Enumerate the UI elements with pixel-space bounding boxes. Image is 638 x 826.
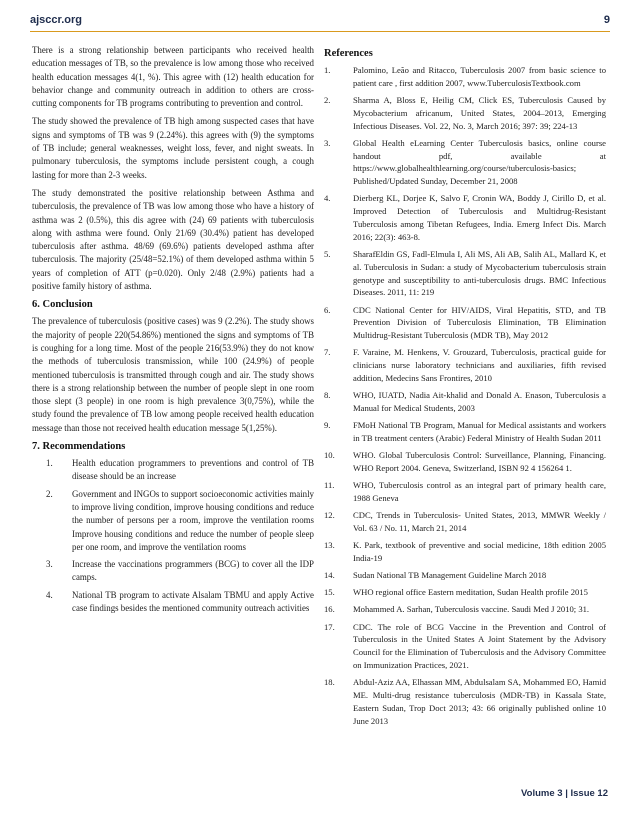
- reference-number: 3.: [324, 137, 331, 148]
- reference-text: CDC, Trends in Tuberculosis- United States, 2013, MMWR Weekly / Vol. 63 / No. 11, March 21, 2014: [353, 510, 606, 533]
- reference-number: 12.: [324, 510, 335, 520]
- reference-item: [324, 539, 606, 565]
- reference-item: [324, 586, 606, 599]
- reference-item: [324, 304, 606, 342]
- reference-text: CDC. The role of BCG Vaccine in the Prevention and Control of Tuberculosis in the United States A Joint Statement by the Advisory Council for the Elimination of Tuberculosis and the Advisory Committee on Immunization Practices, 2021.: [353, 621, 606, 670]
- reference-number: 7.: [324, 347, 331, 358]
- recommendation-item: [32, 457, 314, 484]
- page-header: [30, 11, 610, 32]
- reference-number: 16.: [324, 604, 335, 615]
- page-number: 9: [603, 14, 610, 26]
- reference-text: Mohammed A. Sarhan, Tuberculosis vaccine. Saudi Med J 2010; 31.: [353, 604, 590, 615]
- reference-item: [324, 569, 606, 582]
- reference-item: [324, 603, 606, 616]
- item-number: 3.: [46, 559, 53, 570]
- reference-item: [324, 64, 606, 90]
- reference-number: 6.: [324, 304, 331, 315]
- reference-item: [324, 621, 606, 672]
- item-number: 1.: [46, 458, 53, 469]
- reference-text: Global Health eLearning Center Tuberculosis basics, online course handout pdf, available at https://www.globalhealthlearning.org/course/tuberculosis-basics; Published/Updated Sunday, December 21, 2008: [353, 137, 606, 187]
- recommendations-list: [32, 457, 314, 615]
- reference-item: [324, 389, 606, 415]
- reference-text: WHO. Global Tuberculosis Control: Surveillance, Planning, Financing. WHO Report 2004. Geneva, Switzerland, ISBN 92 4 156264 1.: [353, 450, 606, 473]
- reference-text: WHO, IUATD, Nadia Ait-khalid and Donald A. Enason, Tuberculosis a Manual for Medical Students, 2003: [353, 390, 606, 413]
- reference-number: 5.: [324, 248, 331, 259]
- reference-number: 8.: [324, 390, 331, 401]
- reference-text: Dierberg KL, Dorjee K, Salvo F, Cronin WA, Boddy J, Cirillo D, et al. Improved Detection of Tuberculosis and Multidrug-Resistant Tuberculosis among Tibetan Refugees, India. Emerg Infect Dis. March 2016; 22(3): 463-8.: [353, 193, 606, 242]
- body-paragraph: There is a strong relationship between participants who received health education messages of TB, so the prevalence is low among those who received health education messages 4(1, %). This agree with (12) health education for behavior change and community outreach in addition to others are cross-cutting components for TB programs contributing to prevention and control.: [32, 45, 314, 109]
- volume-issue: Volume 3 | Issue 12: [521, 788, 608, 799]
- conclusion-paragraph: The prevalence of tuberculosis (positive cases) was 9 (2.2%). The study shows the majority of people 220(54.86%) mentioned the signs and symptoms of TB is coughing for a long time. Most of the people 216(53.9%) they do not know the methods of tuberculosis transmission, while 100 (24.9%) of people mentioned tuberculosis is transmitted through cough and air. The study shows there is a strong relationship between the number of people slept in one room those slept (3 people) in one room is high prevalence 3(0,75%), while the study found the prevalence of TB low among people received health education message than those not received health education message 5(1,25%).: [32, 316, 314, 433]
- left-column: [32, 44, 314, 619]
- reference-item: [324, 192, 606, 243]
- reference-text: K. Park, textbook of preventive and social medicine, 18th edition 2005 India-19: [353, 539, 606, 563]
- body-paragraph: The study demonstrated the positive relationship between Asthma and tuberculosis, the prevalence of TB was low among those who have a history of asthma was 2 (0.5%), this dis agree with (24) 69 patients with tuberculosis along with asthma were found. Only 21/69 (30.4%) patient has developed tuberculosis after asthma. 48/69 (69.6%) patients developed asthma after tuberculosis. The majority (25/48=52.1%) of them developed asthma within 5 years of completion of ATT (p=0.020). Only 2/48 (2.9%) patients had a positive family history of asthma.: [32, 187, 314, 292]
- reference-text: WHO, Tuberculosis control as an integral part of primary health care, 1988 Geneva: [353, 480, 606, 503]
- reference-item: [324, 346, 606, 384]
- references-list: [324, 64, 606, 727]
- reference-number: 18.: [324, 677, 335, 688]
- reference-item: [324, 676, 606, 727]
- reference-item: [324, 479, 606, 505]
- reference-number: 14.: [324, 569, 335, 580]
- recommendation-item: [32, 558, 314, 585]
- item-text: Health education programmers to preventions and control of TB disease should be an increase: [72, 458, 314, 482]
- reference-number: 2.: [324, 94, 331, 105]
- reference-item: [324, 419, 606, 445]
- reference-text: FMoH National TB Program, Manual for Medical assistants and workers in TB treatment centers (Arabic) Federal Ministry of Health Sudan 2011: [353, 420, 606, 443]
- reference-text: WHO regional office Eastern meditation, Sudan Health profile 2015: [353, 587, 588, 598]
- reference-number: 17.: [324, 621, 335, 632]
- item-number: 4.: [46, 589, 53, 600]
- reference-text: Abdul-Aziz AA, Elhassan MM, Abdulsalam SA, Mohammed EO, Hamid ME. Multi-drug resistance tuberculosis (MDR-TB) in Kassala State, Eastern Sudan, Trop Doct 2013; 43: 66 originally published online 10 June 2013: [353, 677, 606, 726]
- recommendation-item: [32, 589, 314, 616]
- conclusion-heading: 6. Conclusion: [32, 299, 93, 311]
- reference-number: 4.: [324, 193, 331, 204]
- recommendation-item: [32, 488, 314, 554]
- recommendations-heading: 7. Recommendations: [32, 441, 126, 453]
- references-heading: References: [324, 48, 373, 59]
- item-text: Government and INGOs to support socioeconomic activities mainly to improve living condition, improve housing conditions and reduce the number of persons per a room, improve the ventilation rooms Improve housing conditions and reduce the number of people sleep per one room, and improve the ventilation rooms: [72, 488, 314, 552]
- reference-item: [324, 137, 606, 188]
- journal-name: ajsccr.org: [30, 14, 82, 26]
- reference-text: Sudan National TB Management Guideline March 2018: [353, 569, 547, 580]
- body-paragraph: The study showed the prevalence of TB high among suspected cases that have signs and symptoms of TB was 9 (2.24%). this agrees with (9) the symptoms of TB include; general weaknesses, weight loss, fever, and night sweats. In pulmonary tuberculosis, the symptoms include persistent cough, a cough lasting for more than 2-3 weeks.: [32, 116, 314, 180]
- reference-number: 1.: [324, 65, 331, 75]
- reference-number: 15.: [324, 587, 335, 598]
- item-text: Increase the vaccinations programmers (BCG) to cover all the IDP camps.: [72, 559, 314, 583]
- item-number: 2.: [46, 488, 53, 499]
- reference-item: [324, 248, 606, 299]
- reference-item: [324, 94, 606, 132]
- reference-item: [324, 509, 606, 535]
- reference-text: Sharma A, Bloss E, Heilig CM, Click ES, Tuberculosis Caused by Mycobacterium africanum, United States, 2004–2013, Emerging Infectious Diseases. Vol. 22, No. 3, March 2016; 397: 39; 224-13: [353, 94, 606, 131]
- reference-text: Palomino, Leão and Ritacco, Tuberculosis 2007 from basic science to patient care , first addition 2007, www.TuberculosisTextbook.com: [353, 65, 606, 88]
- reference-text: SharafEldin GS, Fadl-Elmula I, Ali MS, Ali AB, Salih AL, Mallard K, et al. Tuberculosis in Sudan: a study of Mycobacterium tuberculosis strain genotype and susceptibility to anti-tuberculosis drugs. BMC Infectious Diseases. 2011, 11: 219: [353, 248, 606, 298]
- reference-number: 9.: [324, 420, 331, 431]
- reference-number: 10.: [324, 450, 335, 461]
- right-column: [324, 44, 606, 732]
- reference-number: 11.: [324, 480, 335, 491]
- reference-text: F. Varaine, M. Henkens, V. Grouzard, Tuberculosis, practical guide for clinicians nurse laboratory technicians and auxiliaries, fifth revised addition, Medecins Sans Frontires, 2010: [353, 347, 606, 383]
- reference-item: [324, 449, 606, 475]
- reference-number: 13.: [324, 539, 335, 550]
- reference-text: CDC National Center for HIV/AIDS, Viral Hepatitis, STD, and TB Prevention Division of Tuberculosis Elimination, TB Elimination Multidrug-Resistant Tuberculosis (MDR TB), May 2012: [353, 304, 606, 341]
- item-text: National TB program to activate Alsalam TBMU and apply Active case findings besides the mentioned community outreach activities: [72, 589, 314, 613]
